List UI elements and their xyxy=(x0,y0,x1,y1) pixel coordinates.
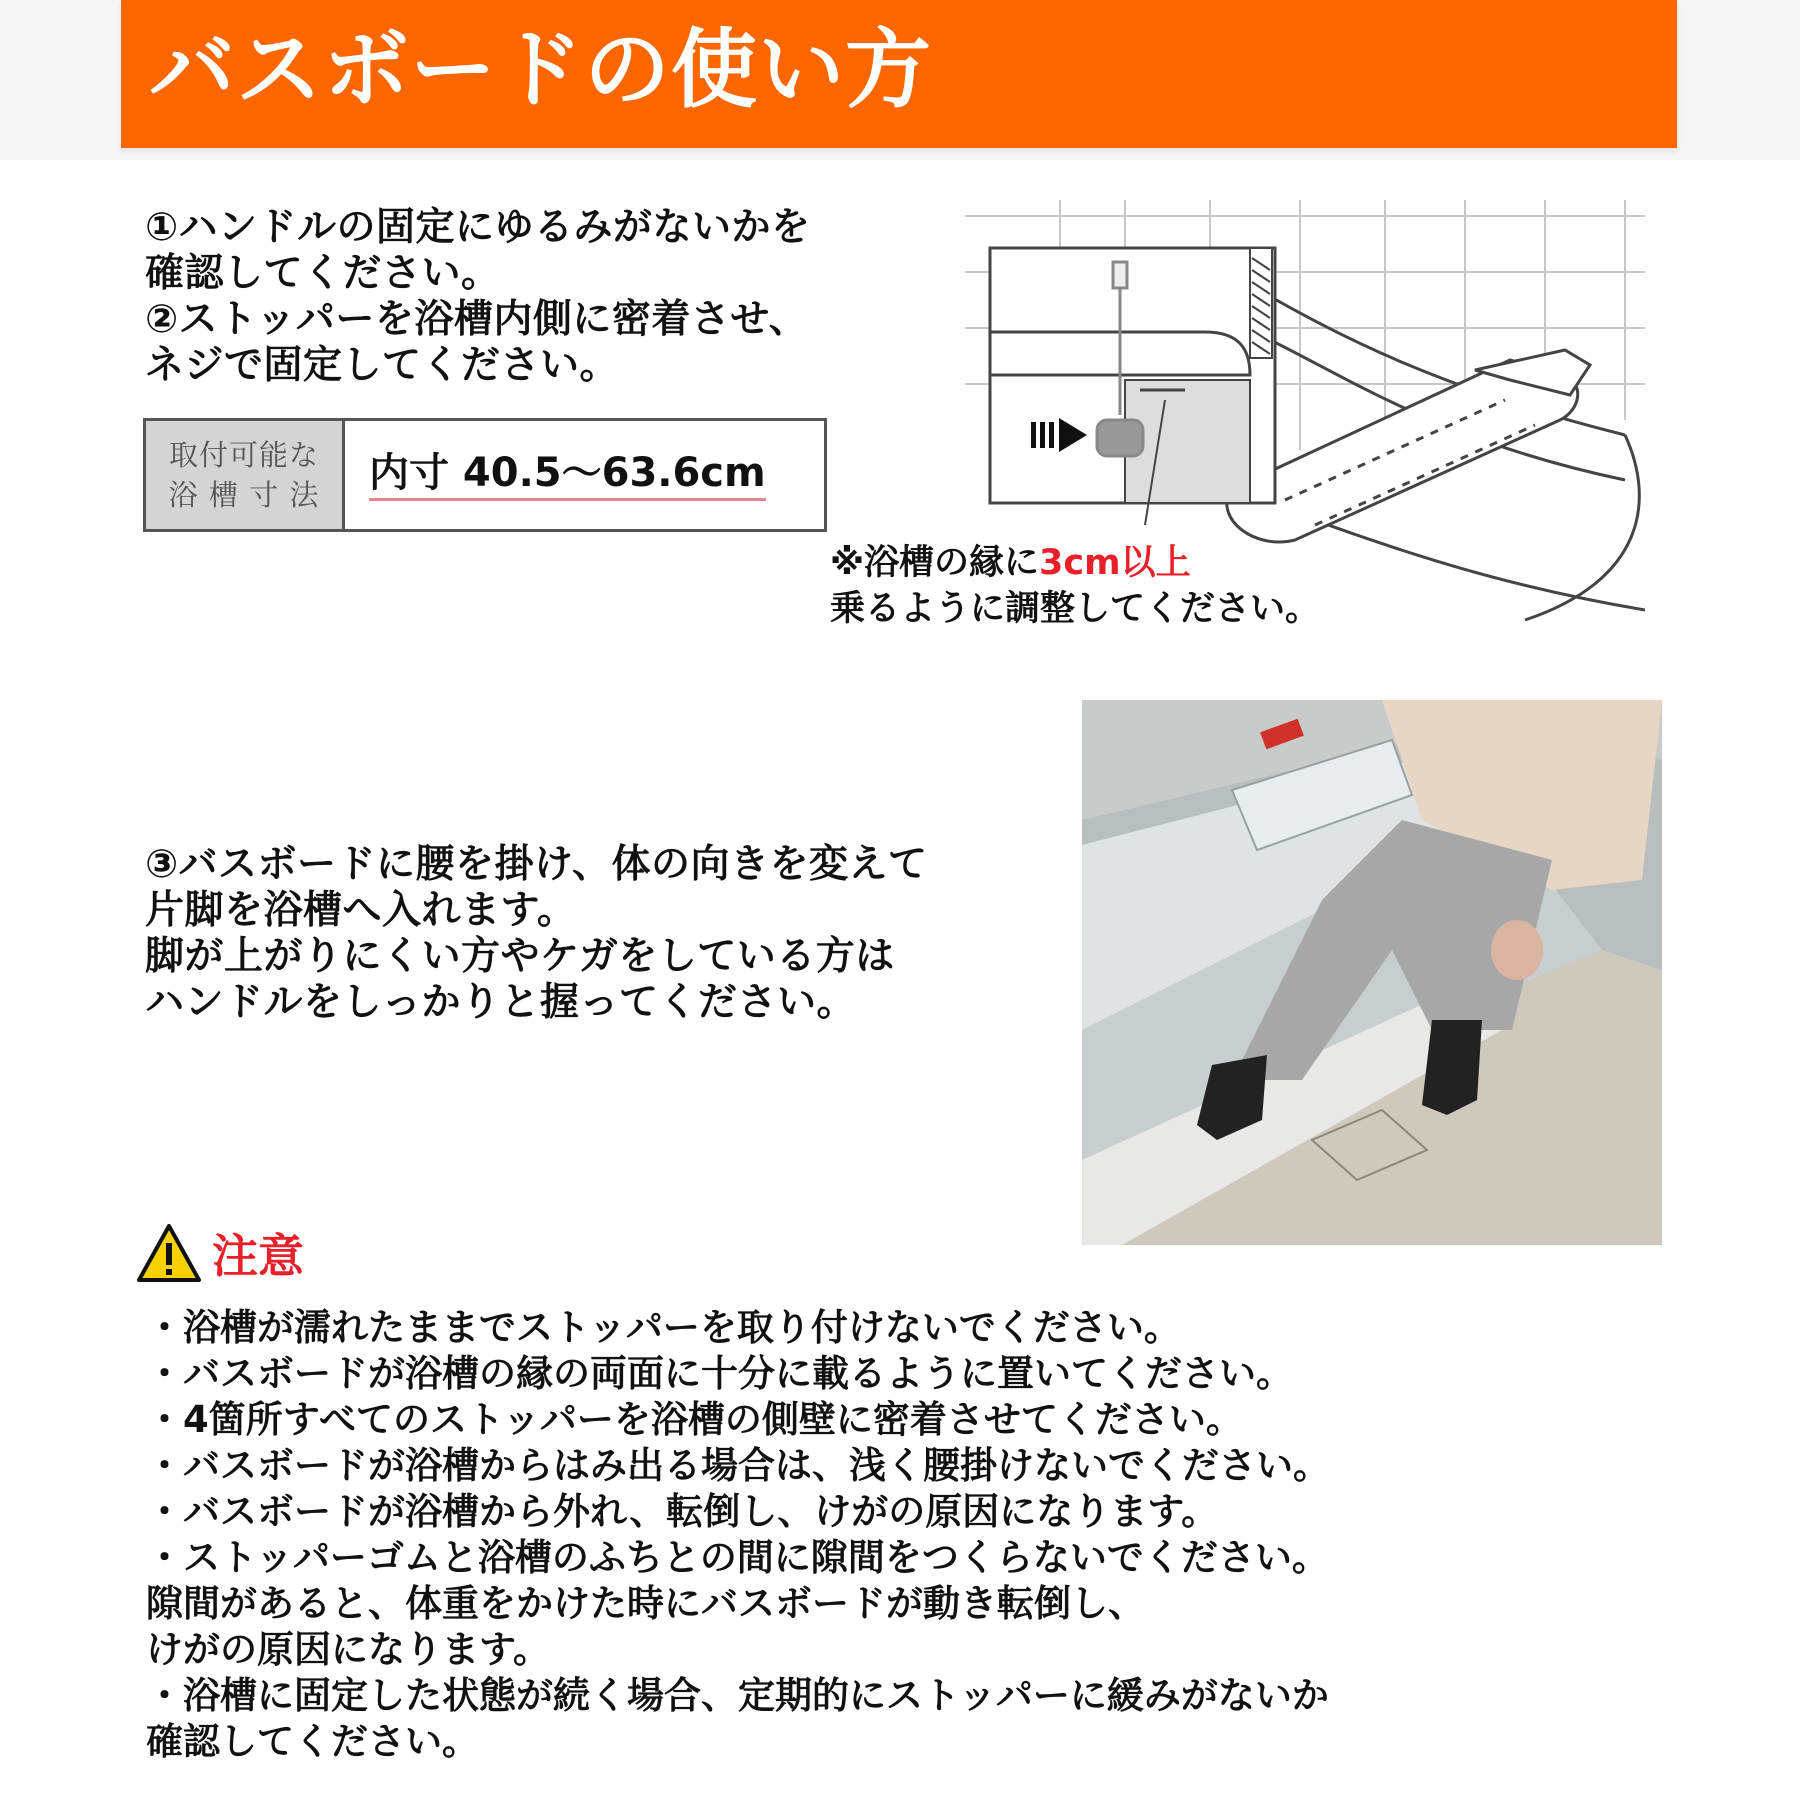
note-text-line2: 乗るように調整してください。 xyxy=(830,589,1321,629)
caution-item: ・バスボードが浴槽からはみ出る場合は、浅く腰掛けないでください。 xyxy=(146,1444,1330,1487)
steps-1-2-text xyxy=(145,205,811,389)
step-line: 脚が上がりにくい方やケガをしている方は xyxy=(145,934,895,979)
caution-item: ・4箇所すべてのストッパーを浴槽の側壁に密着させてください。 xyxy=(146,1398,1243,1441)
bathtub-size-spec-table xyxy=(143,418,827,532)
page-title: バスボードの使い方 xyxy=(149,20,932,120)
spec-value-text: 内寸 40.5～63.6cm xyxy=(369,450,766,501)
step-line: ③バスボードに腰を掛け、体の向きを変えて xyxy=(145,842,928,887)
spec-label-line: 浴 槽 寸 法 xyxy=(168,478,320,512)
warning-triangle-icon xyxy=(136,1223,202,1283)
step-line: ②ストッパーを浴槽内側に密着させ、 xyxy=(145,297,809,342)
caution-item: ・浴槽が濡れたままでストッパーを取り付けないでください。 xyxy=(146,1306,1181,1349)
caution-list xyxy=(146,1305,1330,1765)
caution-heading xyxy=(136,1222,304,1284)
caution-item: けがの原因になります。 xyxy=(146,1628,551,1671)
note-text: ※浴槽の縁に xyxy=(830,543,1040,583)
spec-label-cell xyxy=(146,421,345,529)
usage-photo xyxy=(1082,700,1662,1245)
spec-label-line: 取付可能な xyxy=(168,438,319,472)
note-highlight: 3cm以上 xyxy=(1039,543,1191,583)
step-3-text xyxy=(145,842,927,1026)
caution-item: ・バスボードが浴槽の縁の両面に十分に載るように置いてください。 xyxy=(146,1352,1293,1395)
caution-item: ・浴槽に固定した状態が続く場合、定期的にストッパーに緩みがないか xyxy=(146,1674,1329,1717)
step-line: 片脚を浴槽へ入れます。 xyxy=(145,888,577,933)
caution-item: 隙間があると、体重をかけた時にバスボードが動き転倒し、 xyxy=(146,1582,1145,1625)
step-line: ハンドルをしっかりと握ってください。 xyxy=(145,980,857,1025)
caution-item: ・ストッパーゴムと浴槽のふちとの間に隙間をつくらないでください。 xyxy=(146,1536,1329,1579)
step-line: 確認してください。 xyxy=(145,251,501,296)
caution-item: 確認してください。 xyxy=(146,1720,479,1763)
spec-value-cell xyxy=(345,421,824,529)
step-line: ①ハンドルの固定にゆるみがないかを xyxy=(145,205,811,250)
step-line: ネジで固定してください。 xyxy=(145,343,620,388)
caution-item: ・バスボードが浴槽から外れ、転倒し、けがの原因になります。 xyxy=(146,1490,1219,1533)
title-banner xyxy=(121,0,1677,148)
diagram-note xyxy=(830,540,1320,632)
caution-title: 注意 xyxy=(212,1229,304,1283)
